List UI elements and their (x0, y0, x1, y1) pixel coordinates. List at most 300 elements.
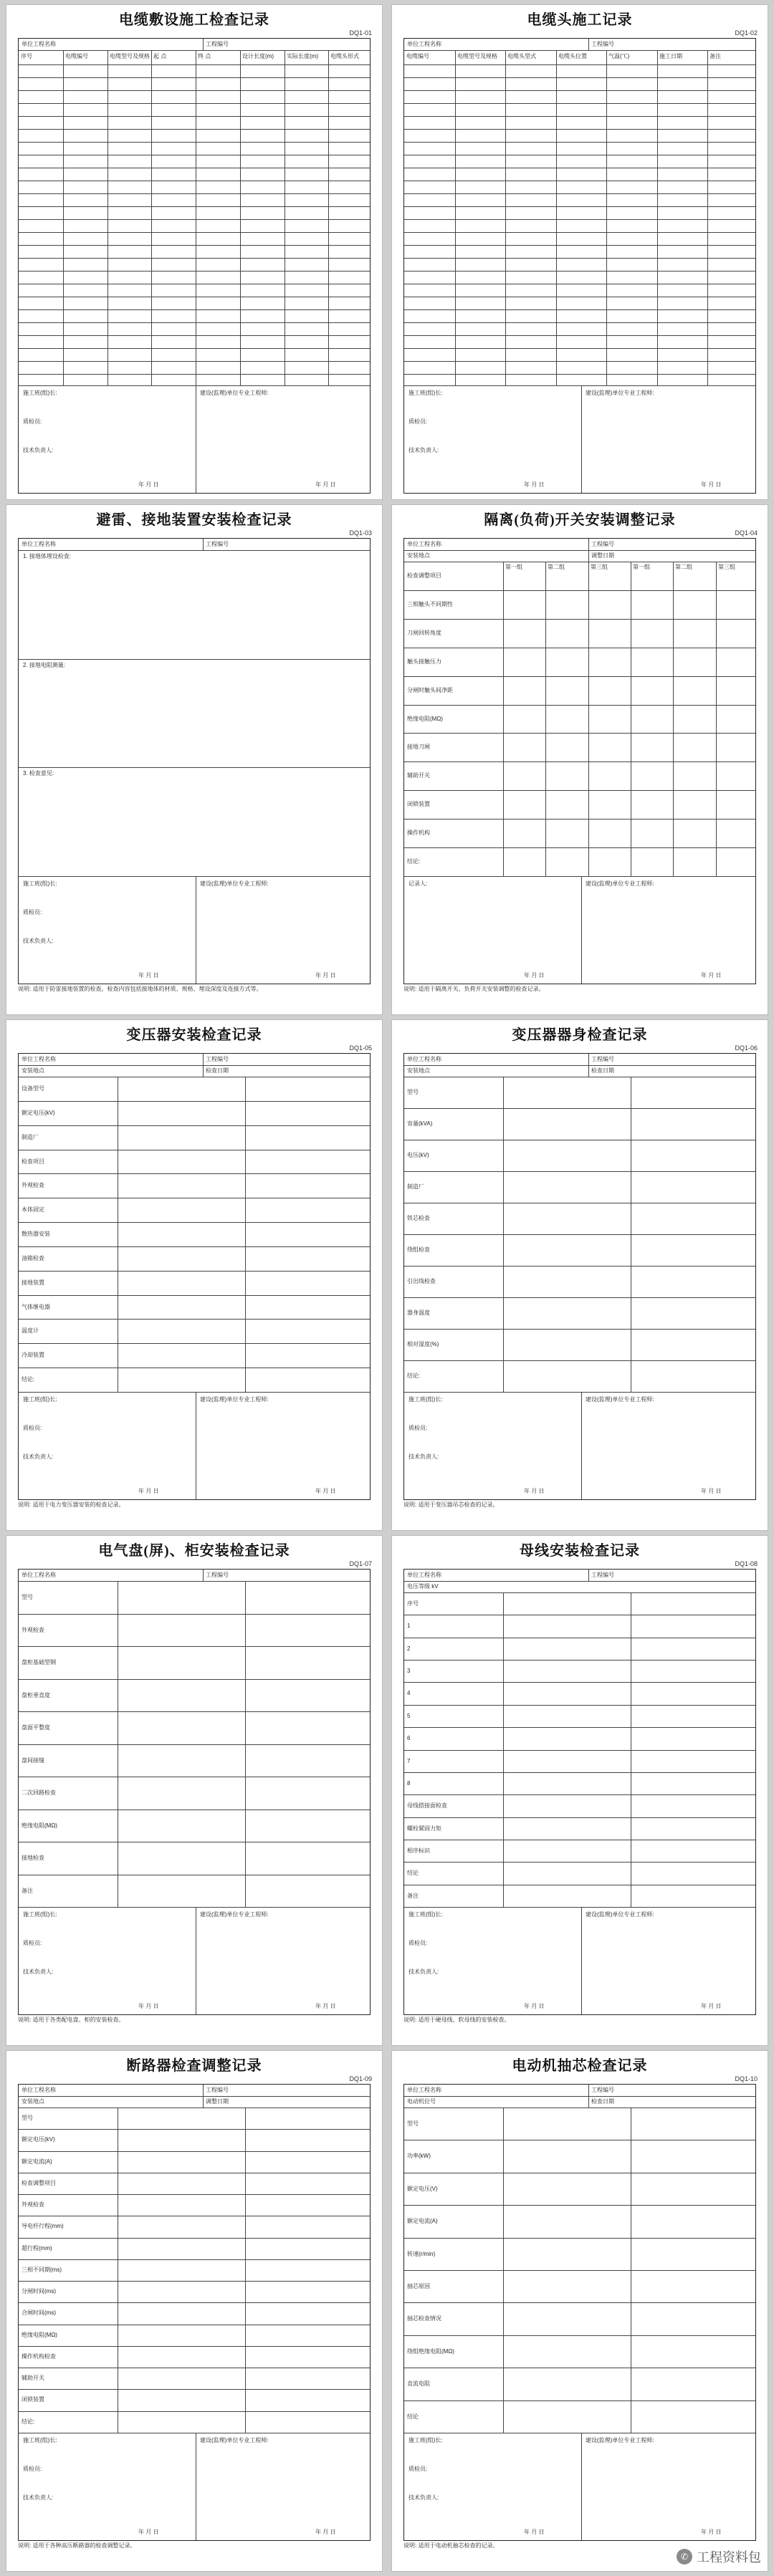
row-label: 盘柜垂直度 (22, 1692, 50, 1698)
table-row (404, 1360, 755, 1361)
table-row (404, 206, 755, 207)
footer-label: 建设(监理)单位专业工程师: (586, 2437, 654, 2443)
row-label: 螺栓紧固力矩 (407, 1825, 441, 1832)
form-page (6, 1535, 383, 2046)
header-label: 单位工程名称 (407, 2087, 441, 2093)
header-label: 单位工程名称 (22, 41, 56, 47)
form-title: 电缆头施工记录 (527, 12, 633, 28)
header-label: 单位工程名称 (22, 1572, 56, 1578)
header-label: 安装地点 (407, 552, 430, 559)
section-label: 1. 接地体埋设检查: (23, 553, 72, 559)
row-label: 电压(kV) (407, 1152, 429, 1158)
footer-label: 技术负责人: (23, 2494, 54, 2501)
form-code: DQ1-10 (735, 2075, 758, 2082)
date-label: 年 月 日 (524, 481, 545, 488)
subcolumn-header: 第一组 (505, 564, 522, 570)
footer-label: 技术负责人: (408, 1453, 439, 1460)
table-row (19, 361, 370, 362)
header-label: 调整日期 (206, 2098, 229, 2105)
footer-top (19, 385, 370, 386)
footer-label: 技术负责人: (408, 447, 439, 453)
column-header: 气温(℃) (608, 53, 630, 59)
table-row (19, 2346, 370, 2347)
table-row (19, 206, 370, 207)
footer-label: 技术负责人: (23, 1969, 54, 1975)
footer-label: 技术负责人: (23, 1453, 54, 1460)
header-vline (588, 550, 589, 562)
section-divider (19, 767, 370, 768)
row-label: 1 (407, 1623, 411, 1629)
date-label: 年 月 日 (315, 2529, 336, 2535)
section-divider (19, 659, 370, 660)
header-vline (203, 1065, 204, 1077)
row-label: 设备型号 (22, 1085, 44, 1092)
subcolumn-line (545, 562, 546, 876)
table-row (404, 1297, 755, 1298)
row-label: 温度计 (22, 1327, 39, 1334)
row-label: 抽芯原因 (407, 2283, 430, 2289)
table-row (19, 129, 370, 130)
row-label: 二次回路检查 (22, 1789, 56, 1796)
header-label: 单位工程名称 (407, 541, 441, 547)
header-label: 工程编号 (206, 41, 229, 47)
footer-label: 质检员: (23, 1425, 42, 1431)
footer-label: 施工班(组)长: (408, 2437, 443, 2443)
subcolumn-line (716, 562, 717, 876)
table-row (19, 219, 370, 220)
date-label: 年 月 日 (315, 972, 336, 979)
form-table (18, 1053, 371, 1500)
form-table (18, 1569, 371, 2015)
header-label: 检查日期 (206, 1067, 229, 1074)
header-label: 检查日期 (591, 2098, 614, 2105)
row-label: 辅助开关 (407, 772, 430, 779)
table-row (404, 258, 755, 259)
row-label: 2 (407, 1645, 411, 1652)
row-label: 检查调整项目 (22, 2180, 56, 2186)
header-label: 单位工程名称 (22, 2087, 56, 2093)
table-row (19, 1295, 370, 1296)
row-label: 结论 (407, 2413, 419, 2420)
table-row (404, 1772, 755, 1773)
row-label: 型号 (22, 2115, 33, 2121)
column-header: 实际长度(m) (287, 53, 318, 59)
row-label: 绝缘电阻(MΩ) (407, 716, 443, 722)
table-row (404, 619, 755, 620)
form-title: 变压器器身检查记录 (512, 1027, 648, 1043)
row-label: 抽芯检查情况 (407, 2315, 441, 2322)
column-header: 电缆头形式 (330, 53, 359, 59)
row-label: 结论: (22, 1376, 35, 1383)
form-title: 避雷、接地装置安装检查记录 (96, 512, 292, 528)
table-row (19, 193, 370, 194)
footer-label: 质检员: (23, 1940, 42, 1946)
header-label: 单位工程名称 (407, 1056, 441, 1062)
header-label: 电动机位号 (407, 2098, 436, 2105)
form-page (6, 1019, 383, 1531)
header-label: 单位工程名称 (407, 41, 441, 47)
form-code: DQ1-08 (735, 1560, 758, 1567)
table-row (404, 1817, 755, 1818)
table-row (19, 1125, 370, 1126)
form-page (6, 4, 383, 500)
table-row (19, 1319, 370, 1320)
table-row (19, 2302, 370, 2303)
form-table (403, 1569, 756, 2015)
column-header: 电缆头型式 (507, 53, 536, 59)
header-label: 单位工程名称 (22, 1056, 56, 1062)
header-vline (203, 539, 204, 550)
row-label: 相序标识 (407, 1847, 430, 1854)
row-label: 刀闸回转角度 (407, 630, 441, 636)
table-row (19, 2259, 370, 2260)
table-row (404, 103, 755, 104)
row-label: 冷却装置 (22, 1352, 44, 1358)
form-table (403, 38, 756, 494)
header-bottom (19, 50, 370, 51)
row-label: 型号 (407, 2120, 419, 2127)
table-row (404, 116, 755, 117)
table-row (19, 77, 370, 78)
form-table (18, 2084, 371, 2541)
date-label: 年 月 日 (701, 2003, 722, 2009)
form-note: 说明: 适用于各类配电盘、柜的安装检查。 (18, 2017, 125, 2023)
table-row (404, 1682, 755, 1683)
row-label: 绝缘电阻(MΩ) (22, 2332, 57, 2338)
table-row (404, 309, 755, 310)
form-page (391, 504, 768, 1015)
form-code: DQ1-03 (349, 529, 372, 537)
row-label: 8 (407, 1780, 411, 1787)
table-row (19, 1614, 370, 1615)
header-divider (19, 2096, 370, 2097)
header-vline (203, 2096, 204, 2108)
subcolumn-header: 第三组 (718, 564, 735, 570)
form-note: 说明: 适用于硬母线、软母线的安装检查。 (403, 2017, 510, 2023)
header-bottom (19, 550, 370, 551)
table-row (19, 335, 370, 336)
row-label: 额定电压(kV) (22, 2136, 55, 2143)
row-label: 制造厂 (22, 1134, 39, 1140)
table-row (19, 309, 370, 310)
table-row (404, 1705, 755, 1706)
table-row (19, 2281, 370, 2282)
table-row (19, 116, 370, 117)
footer-label: 建设(监理)单位专业工程师: (200, 390, 269, 396)
table-row (404, 245, 755, 246)
column-header: 电缆编号 (65, 53, 88, 59)
table-row (404, 733, 755, 734)
form-code: DQ1-06 (735, 1044, 758, 1052)
table-row (19, 1246, 370, 1247)
table-row (404, 819, 755, 820)
watermark-text: 工程资料包 (697, 2550, 761, 2565)
table-row (19, 245, 370, 246)
form-title: 电气盘(屏)、柜安装检查记录 (98, 1543, 290, 1559)
header-label: 工程编号 (591, 1572, 614, 1578)
row-label: 容量(kVA) (407, 1120, 433, 1127)
table-row (404, 790, 755, 791)
table-row (19, 374, 370, 375)
row-label: 本体固定 (22, 1206, 44, 1213)
footer-label: 建设(监理)单位专业工程师: (586, 1396, 654, 1403)
table-row (19, 142, 370, 143)
table-row (404, 193, 755, 194)
footer-label: 施工班(组)长: (408, 1396, 443, 1403)
form-title: 母线安装检查记录 (520, 1543, 640, 1559)
table-row (19, 348, 370, 349)
table-row (404, 1108, 755, 1109)
header-label: 工程编号 (591, 1056, 614, 1062)
row-label: 结论 (407, 1870, 419, 1876)
table-row (404, 2400, 755, 2401)
column-header: 电缆头位置 (558, 53, 587, 59)
table-row (404, 2302, 755, 2303)
footer-label: 建设(监理)单位专业工程师: (200, 880, 269, 887)
footer-vline (581, 1392, 582, 1499)
row-label: 外观检查 (22, 1627, 44, 1633)
footer-top (19, 876, 370, 877)
footer-label: 质检员: (408, 2466, 428, 2472)
row-label: 超行程(mm) (22, 2245, 52, 2251)
table-row (404, 2270, 755, 2271)
header-label: 安装地点 (407, 1067, 430, 1074)
header-bottom (404, 50, 755, 51)
table-row (404, 142, 755, 143)
footer-top (19, 1392, 370, 1393)
form-title: 变压器安装检查记录 (126, 1027, 262, 1043)
row-label: 触头接触压力 (407, 658, 441, 665)
row-label: 辅助开关 (22, 2375, 44, 2381)
form-title: 隔离(负荷)开关安装调整记录 (484, 512, 676, 528)
footer-top (404, 1392, 755, 1393)
table-row (19, 1744, 370, 1745)
row-label: 操作机构 (407, 830, 430, 836)
row-label: 铁芯检查 (407, 1215, 430, 1221)
header-label: 调整日期 (591, 552, 614, 559)
footer-label: 建设(监理)单位专业工程师: (200, 1396, 269, 1403)
value-column-line (245, 1077, 246, 1392)
table-row (404, 374, 755, 375)
header-label: 电压等级 kV (407, 1583, 439, 1590)
row-label: 功率(kW) (407, 2153, 431, 2159)
table-row (404, 676, 755, 677)
date-label: 年 月 日 (138, 2529, 159, 2535)
table-row (19, 90, 370, 91)
column-header: 电缆型号及规格 (457, 53, 497, 59)
footer-label: 施工班(组)长: (408, 1911, 443, 1918)
table-row (19, 2238, 370, 2239)
watermark (677, 2547, 761, 2566)
row-label: 盘间接缝 (22, 1757, 44, 1764)
row-label: 结论: (407, 1373, 421, 1379)
header-label: 工程编号 (206, 1056, 229, 1062)
table-row (19, 1711, 370, 1712)
footer-label: 质检员: (408, 1940, 428, 1946)
table-row (19, 1343, 370, 1344)
row-label: 型号 (22, 1594, 33, 1600)
form-table (18, 38, 371, 494)
date-label: 年 月 日 (701, 481, 722, 488)
column-header: 设计长度(m) (242, 53, 274, 59)
footer-label: 质检员: (408, 1425, 428, 1431)
row-label: 盘柜基础型钢 (22, 1659, 56, 1666)
value-column-line (245, 2108, 246, 2433)
table-row (404, 2238, 755, 2239)
table-row (19, 1271, 370, 1272)
section-label: 3. 检查意见: (23, 770, 54, 777)
footer-label: 建设(监理)单位专业工程师: (200, 1911, 269, 1918)
header-vline (203, 2085, 204, 2096)
row-label: 型号 (407, 1089, 419, 1095)
subcolumn-header: 第二组 (548, 564, 565, 570)
table-row (404, 1171, 755, 1172)
form-note: 说明: 适用于隔离开关、负荷开关安装调整的检查记录。 (403, 986, 545, 992)
form-table (403, 2084, 756, 2541)
table-row (19, 2194, 370, 2195)
footer-label: 质检员: (23, 418, 42, 425)
footer-vline (581, 385, 582, 493)
form-note: 说明: 适用于各种高压断路器的检查调整记录。 (18, 2542, 136, 2549)
table-row (404, 1234, 755, 1235)
table-row (19, 1646, 370, 1647)
header-label: 单位工程名称 (22, 541, 56, 547)
date-label: 年 月 日 (524, 1488, 545, 1494)
footer-vline (581, 876, 582, 984)
subcolumn-header: 第二组 (675, 564, 692, 570)
row-label: 额定电压(kV) (22, 1110, 55, 1116)
form-table (403, 538, 756, 984)
date-label: 年 月 日 (524, 2529, 545, 2535)
subcolumn-line (673, 562, 674, 876)
row-label: 操作机构检查 (22, 2353, 56, 2360)
form-code: DQ1-01 (349, 29, 372, 37)
table-row (19, 2151, 370, 2152)
form-note: 说明: 适用于电力变压器安装的检查记录。 (18, 1501, 125, 1508)
table-row (19, 103, 370, 104)
header-bottom (404, 1592, 755, 1593)
form-page (391, 2050, 768, 2572)
header-vline (588, 1065, 589, 1077)
footer-label: 质检员: (408, 418, 428, 425)
row-label: 备注 (22, 1888, 33, 1894)
footer-label: 技术负责人: (23, 938, 54, 944)
header-label: 工程编号 (206, 2087, 229, 2093)
footer-top (404, 385, 755, 386)
header-label: 工程编号 (206, 1572, 229, 1578)
table-row (404, 232, 755, 233)
column-header: 电缆编号 (406, 53, 429, 59)
row-label: 检查调整项目 (407, 572, 441, 579)
header-divider (404, 1065, 755, 1066)
table-row (404, 1750, 755, 1751)
footer-label: 质检员: (23, 2466, 42, 2472)
header-label: 工程编号 (591, 2087, 614, 2093)
form-page (6, 2050, 383, 2572)
form-page (391, 4, 768, 500)
form-note: 说明: 适用于防雷接地装置的检查。检查内容包括接地体的材质、规格、埋设深度及连接方式等。 (18, 986, 262, 992)
table-row (404, 1862, 755, 1863)
table-row (404, 705, 755, 706)
row-label: 5 (407, 1713, 411, 1719)
form-note: 说明: 适用于变压器吊芯检查的记录。 (403, 1501, 499, 1508)
row-label: 额定电压(V) (407, 2186, 438, 2192)
label-column-line (503, 562, 504, 876)
footer-label: 施工班(组)长: (23, 390, 57, 396)
row-label: 分闸时间(ms) (22, 2288, 56, 2294)
table-row (19, 1679, 370, 1680)
header-label: 检查日期 (591, 1067, 614, 1074)
table-row (404, 322, 755, 323)
row-label: 引出线检查 (407, 1278, 436, 1284)
header-vline (588, 1570, 589, 1581)
row-label: 导电杆行程(mm) (22, 2223, 64, 2229)
footer-label: 施工班(组)长: (23, 1911, 57, 1918)
row-label: 接地检查 (22, 1855, 44, 1861)
footer-label: 质检员: (23, 909, 42, 915)
table-row (404, 348, 755, 349)
table-row (19, 2129, 370, 2130)
form-title: 电缆敷设施工检查记录 (119, 12, 269, 28)
table-row (19, 2389, 370, 2390)
header-label: 工程编号 (591, 41, 614, 47)
table-row (19, 1173, 370, 1174)
table-row (404, 129, 755, 130)
header-vline (588, 1054, 589, 1065)
row-label: 外观检查 (22, 2201, 44, 2208)
date-label: 年 月 日 (701, 1488, 722, 1494)
table-row (19, 258, 370, 259)
form-title: 电动机抽芯检查记录 (512, 2058, 648, 2074)
footer-label: 技术负责人: (408, 2494, 439, 2501)
footer-top (19, 1907, 370, 1908)
footer-label: 施工班(组)长: (23, 880, 57, 887)
date-label: 年 月 日 (524, 972, 545, 979)
table-row (404, 847, 755, 848)
header-vline (588, 2096, 589, 2108)
form-page (391, 1019, 768, 1531)
header-vline (588, 2085, 589, 2096)
header-vline (203, 1570, 204, 1581)
footer-label: 建设(监理)单位专业工程师: (586, 880, 654, 887)
row-label: 接地刀闸 (407, 744, 430, 750)
column-header: 序号 (21, 53, 32, 59)
form-code: DQ1-04 (735, 529, 758, 537)
form-code: DQ1-05 (349, 1044, 372, 1052)
footer-vline (581, 2433, 582, 2540)
header-label: 安装地点 (22, 1067, 44, 1074)
table-row (404, 1794, 755, 1795)
row-label: 3 (407, 1668, 411, 1674)
table-row (404, 2335, 755, 2336)
footer-label: 技术负责人: (408, 1969, 439, 1975)
subcolumn-line (588, 562, 589, 876)
table-row (404, 1660, 755, 1661)
row-label: 备注 (407, 1893, 419, 1899)
row-label: 检查项目 (22, 1158, 44, 1165)
header-label: 安装地点 (22, 2098, 44, 2105)
row-label: 额定电流(A) (22, 2158, 52, 2165)
row-label: 散热器安装 (22, 1231, 50, 1237)
header-divider (404, 550, 755, 551)
form-code: DQ1-09 (349, 2075, 372, 2082)
form-page (391, 1535, 768, 2046)
form-table (18, 538, 371, 984)
form-note: 说明: 适用于电动机抽芯检查的记录。 (403, 2542, 499, 2549)
header-vline (588, 539, 589, 550)
date-label: 年 月 日 (138, 972, 159, 979)
date-label: 年 月 日 (138, 1488, 159, 1494)
